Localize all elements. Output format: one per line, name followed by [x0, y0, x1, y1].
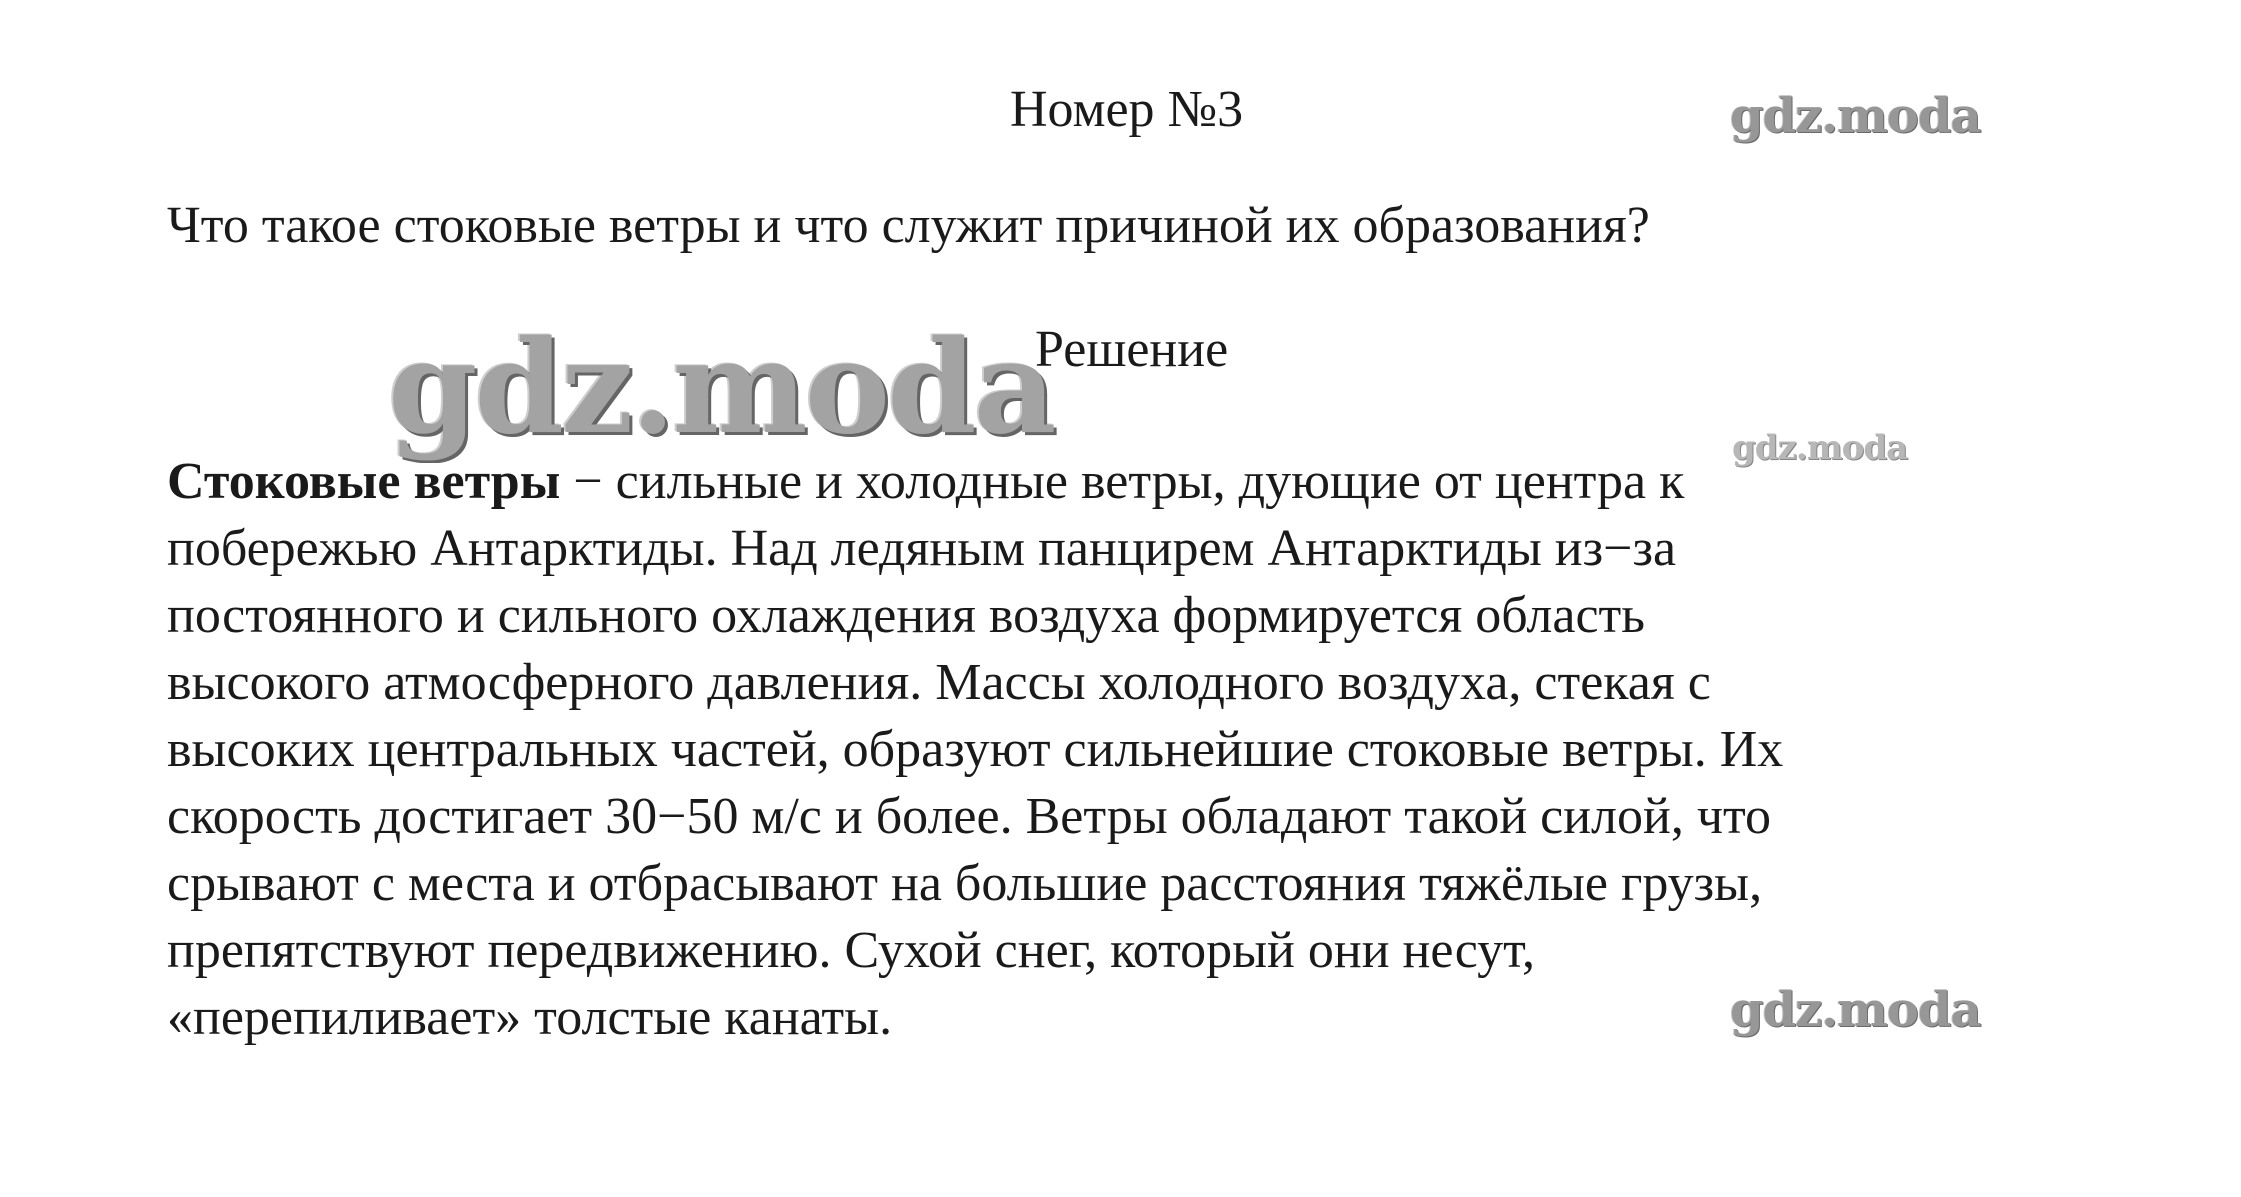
solution-heading: Решение [1035, 321, 1229, 378]
answer-line: скорость достигает 30−50 м/с и более. Ветры обладают такой силой, что [167, 788, 1772, 845]
answer-line: постоянного и сильного охлаждения воздуха формируется область [167, 587, 1645, 644]
answer-line: препятствуют передвижению. Сухой снег, который они несут, [167, 922, 1535, 979]
page-title: Номер №3 [1010, 81, 1244, 138]
answer-line: «перепиливает» толстые канаты. [167, 989, 893, 1046]
answer-line: побережью Антарктиды. Над ледяным панцирем Антарктиды из−за [167, 520, 1677, 577]
answer-line-text: − сильные и холодные ветры, дующие от центра к [560, 453, 1685, 510]
answer-paragraph [167, 448, 2067, 1051]
answer-term: Стоковые ветры [167, 453, 561, 510]
answer-line [167, 448, 2067, 515]
answer-line: высоких центральных частей, образуют сильнейшие стоковые ветры. Их [167, 721, 1784, 778]
watermark-small: gdz.moda [1732, 428, 1908, 468]
question-text: Что такое стоковые ветры и что служит причиной их образования? [167, 197, 1650, 254]
watermark-bottom-right: gdz.moda [1730, 982, 1981, 1038]
watermark-large: gdz.moda [388, 313, 1054, 463]
answer-line: высокого атмосферного давления. Массы холодного воздуха, стекая с [167, 654, 1711, 711]
watermark-top-right: gdz.moda [1730, 88, 1981, 144]
answer-line: срывают с места и отбрасывают на большие расстояния тяжёлые грузы, [167, 855, 1763, 912]
